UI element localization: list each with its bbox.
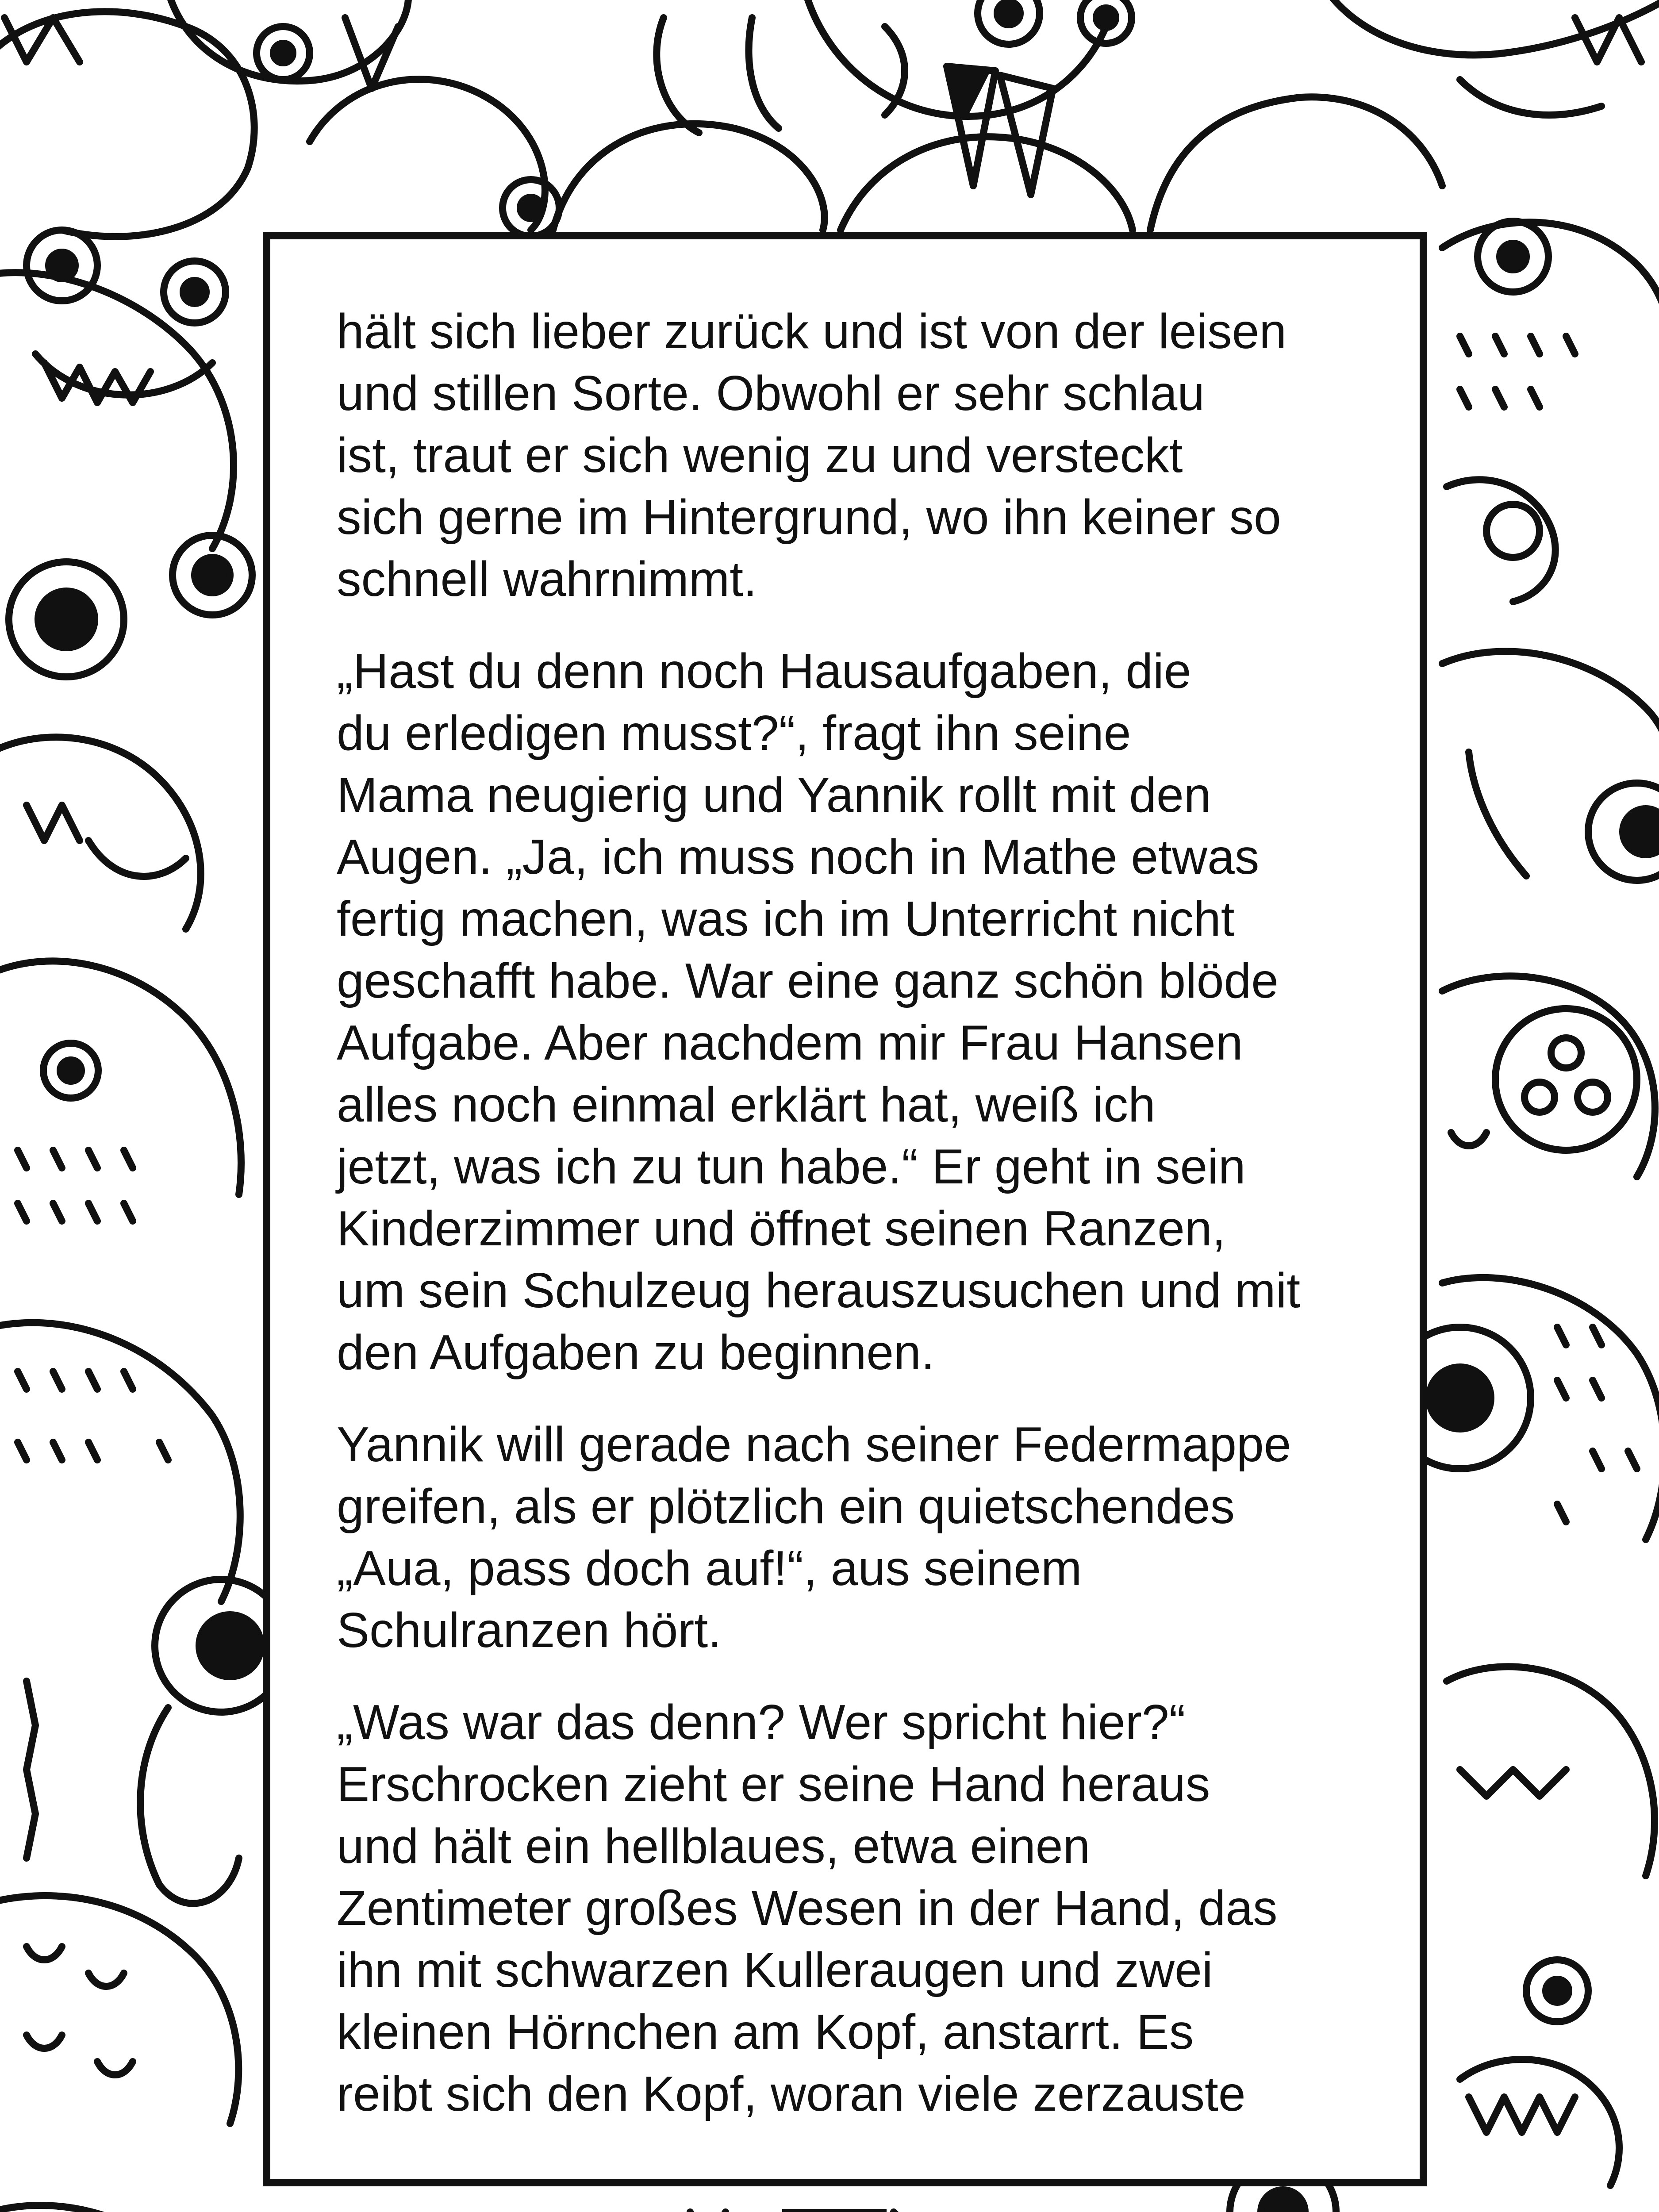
- text-line: und hält ein hellblaues, etwa einen: [337, 1819, 1091, 1874]
- text-line: „Was war das denn? Wer spricht hier?“: [337, 1695, 1186, 1750]
- text-line: Augen. „Ja, ich muss noch in Mathe etwas: [337, 830, 1260, 884]
- text-line: geschafft habe. War eine ganz schön blöde: [337, 953, 1279, 1008]
- text-line: hält sich lieber zurück und ist von der leisen: [337, 304, 1287, 359]
- text-line: Kinderzimmer und öffnet seinen Ranzen,: [337, 1201, 1226, 1256]
- text-line: alles noch einmal erklärt hat, weiß ich: [337, 1077, 1156, 1132]
- text-line: fertig machen, was ich im Unterricht nicht: [337, 891, 1235, 946]
- right-monsters-illustration: [1389, 221, 1659, 2212]
- page-number-box: [782, 2209, 887, 2212]
- text-line: den Aufgaben zu beginnen.: [337, 1325, 935, 1380]
- text-line: du erledigen musst?“, fragt ihn seine: [337, 706, 1131, 760]
- text-line: reibt sich den Kopf, woran viele zerzauste: [337, 2066, 1246, 2121]
- story-paragraph: [337, 640, 1353, 1383]
- text-line: kleinen Hörnchen am Kopf, anstarrt. Es: [337, 2005, 1194, 2059]
- text-line: Mama neugierig und Yannik rollt mit den: [337, 768, 1211, 822]
- text-line: Zentimeter großes Wesen in der Hand, das: [337, 1881, 1278, 1936]
- text-line: schnell wahrnimmt.: [337, 552, 757, 607]
- story-paragraph: [337, 1413, 1353, 1661]
- text-line: und stillen Sorte. Obwohl er sehr schlau: [337, 366, 1205, 421]
- text-line: Erschrocken zieht er seine Hand heraus: [337, 1757, 1210, 1812]
- story-paragraph: [337, 1691, 1353, 2125]
- text-line: „Aua, pass doch auf!“, aus seinem: [337, 1541, 1082, 1596]
- text-line: „Hast du denn noch Hausaufgaben, die: [337, 644, 1191, 699]
- text-line: Yannik will gerade nach seiner Federmappe: [337, 1417, 1291, 1472]
- text-line: ihn mit schwarzen Kulleraugen und zwei: [337, 1943, 1213, 1997]
- text-line: Aufgabe. Aber nachdem mir Frau Hansen: [337, 1015, 1243, 1070]
- text-line: greifen, als er plötzlich ein quietschendes: [337, 1479, 1235, 1534]
- text-line: um sein Schulzeug herauszusuchen und mit: [337, 1263, 1301, 1318]
- left-monsters-illustration: [0, 230, 288, 2212]
- story-paragraph: [337, 300, 1353, 610]
- top-monsters-illustration: [0, 0, 1659, 237]
- text-line: ist, traut er sich wenig zu und versteckt: [337, 428, 1183, 483]
- text-line: jetzt, was ich zu tun habe.“ Er geht in sein: [337, 1139, 1246, 1194]
- story-text-panel: [263, 232, 1427, 2186]
- text-line: sich gerne im Hintergrund, wo ihn keiner so: [337, 490, 1281, 545]
- text-line: Schulranzen hört.: [337, 1603, 722, 1658]
